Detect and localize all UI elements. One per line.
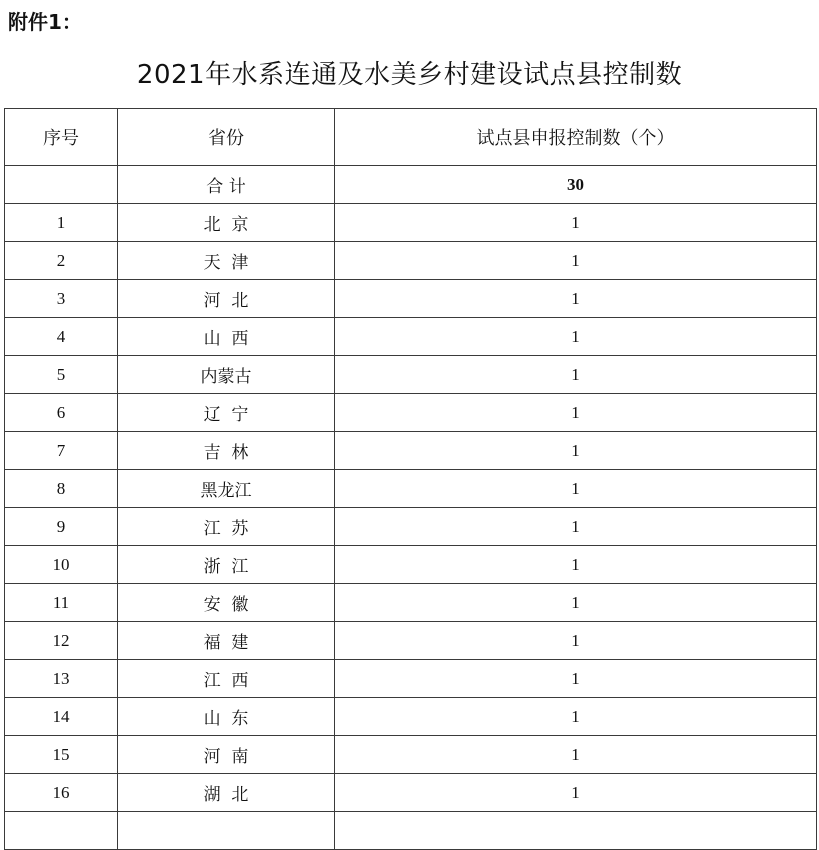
table-row (5, 356, 817, 394)
table-row (5, 242, 817, 280)
row-seq: 9 (5, 508, 118, 546)
table-row (5, 470, 817, 508)
table-row (5, 584, 817, 622)
row-seq: 4 (5, 318, 118, 356)
row-count: 1 (335, 584, 817, 622)
row-seq: 2 (5, 242, 118, 280)
row-count: 1 (335, 394, 817, 432)
row-count: 1 (335, 736, 817, 774)
table-row (5, 622, 817, 660)
row-province: 浙 江 (118, 546, 335, 584)
table-row-cutoff (5, 812, 817, 850)
row-seq: 12 (5, 622, 118, 660)
table-row (5, 698, 817, 736)
header-count: 试点县申报控制数（个） (335, 109, 817, 166)
row-seq: 5 (5, 356, 118, 394)
row-count: 1 (335, 356, 817, 394)
row-province: 河 南 (118, 736, 335, 774)
total-seq (5, 166, 118, 204)
row-count: 1 (335, 508, 817, 546)
row-count: 1 (335, 622, 817, 660)
table-row (5, 432, 817, 470)
row-province: 河 北 (118, 280, 335, 318)
table-row (5, 204, 817, 242)
row-province: 山 东 (118, 698, 335, 736)
row-seq: 8 (5, 470, 118, 508)
document-title: 2021年水系连通及水美乡村建设试点县控制数 (136, 60, 683, 90)
row-province: 内蒙古 (118, 356, 335, 394)
pilot-county-quota-table (4, 108, 817, 850)
row-seq: 1 (5, 204, 118, 242)
row-count: 1 (335, 432, 817, 470)
table-row (5, 508, 817, 546)
total-row (5, 166, 817, 204)
row-seq: 10 (5, 546, 118, 584)
row-seq: 16 (5, 774, 118, 812)
row-count: 1 (335, 204, 817, 242)
table-row (5, 546, 817, 584)
row-count: 1 (335, 280, 817, 318)
row-province: 江 西 (118, 660, 335, 698)
row-seq: 3 (5, 280, 118, 318)
row-count: 1 (335, 546, 817, 584)
row-province: 吉 林 (118, 432, 335, 470)
row-province: 安 徽 (118, 584, 335, 622)
table-row (5, 280, 817, 318)
row-seq: 7 (5, 432, 118, 470)
header-seq: 序号 (5, 109, 118, 166)
table-row (5, 736, 817, 774)
header-province: 省份 (118, 109, 335, 166)
row-count: 1 (335, 660, 817, 698)
row-province: 福 建 (118, 622, 335, 660)
row-province: 江 苏 (118, 508, 335, 546)
row-count: 1 (335, 318, 817, 356)
row-count: 1 (335, 698, 817, 736)
row-seq: 6 (5, 394, 118, 432)
row-seq: 14 (5, 698, 118, 736)
row-seq: 15 (5, 736, 118, 774)
table-header-row (5, 109, 817, 166)
row-seq: 13 (5, 660, 118, 698)
table-row (5, 318, 817, 356)
row-count: 1 (335, 470, 817, 508)
row-count (335, 812, 817, 850)
table-row (5, 394, 817, 432)
row-province: 辽 宁 (118, 394, 335, 432)
row-count: 1 (335, 242, 817, 280)
row-province (118, 812, 335, 850)
row-seq: 11 (5, 584, 118, 622)
row-province: 北 京 (118, 204, 335, 242)
table-row (5, 660, 817, 698)
table-row (5, 774, 817, 812)
row-province: 湖 北 (118, 774, 335, 812)
row-province: 山 西 (118, 318, 335, 356)
total-count: 30 (335, 166, 817, 204)
row-count: 1 (335, 774, 817, 812)
total-label: 合 计 (118, 166, 335, 204)
row-province: 天 津 (118, 242, 335, 280)
row-seq (5, 812, 118, 850)
attachment-label: 附件1： (8, 10, 82, 34)
row-province: 黑龙江 (118, 470, 335, 508)
